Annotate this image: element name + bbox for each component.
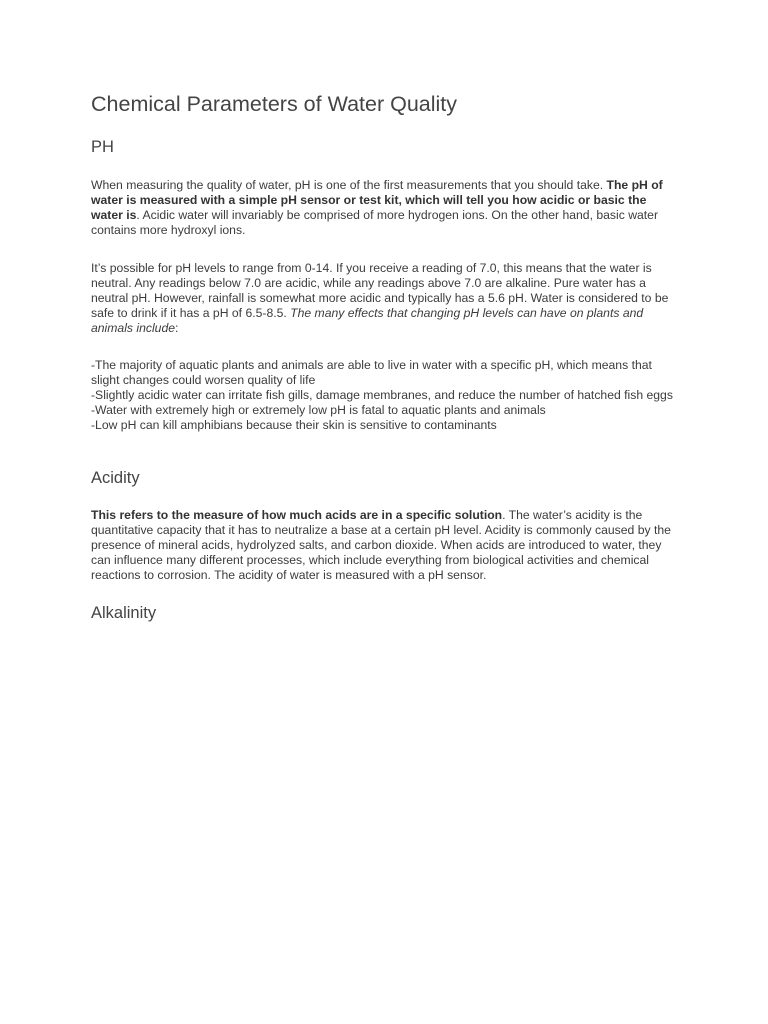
section-heading-ph: PH xyxy=(91,138,114,156)
ph-intro-text-b: . Acidic water will invariably be comprised of more hydrogen ions. On the other hand, basic water contains more hydroxyl ions. xyxy=(91,208,659,237)
acidity-text: . The water’s acidity is the quantitative capacity that it has to neutralize a base at a certain pH level. Acidity is commonly caused by the presence of mineral acids, hydrolyzed salts, and carbon dioxide. When acids are introduced to water, they can influence many different processes, which include everything from biological activities and chemical reactions to corrosion. The acidity of water is measured with a pH sensor. xyxy=(91,508,671,582)
ph-range-paragraph xyxy=(91,261,681,336)
list-item: -Slightly acidic water can irritate fish gills, damage membranes, and reduce the number of hatched fish eggs xyxy=(91,388,673,402)
section-heading-acidity: Acidity xyxy=(91,469,140,487)
list-item: -Water with extremely high or extremely low pH is fatal to aquatic plants and animals xyxy=(91,403,546,417)
list-item: -Low pH can kill amphibians because their skin is sensitive to contaminants xyxy=(91,418,497,432)
ph-intro-text-a: When measuring the quality of water, pH is one of the first measurements that you should take. xyxy=(91,178,607,192)
ph-intro-bold: The pH of water is measured with a simple pH sensor or test kit, which will tell you how acidic or basic the water is xyxy=(91,178,663,222)
section-heading-alkalinity: Alkalinity xyxy=(91,604,157,622)
acidity-paragraph xyxy=(91,508,681,583)
list-item: -The majority of aquatic plants and animals are able to live in water with a specific pH, which means that slight changes could worsen quality of life xyxy=(91,358,652,387)
ph-effects-list xyxy=(91,358,681,433)
ph-intro-paragraph xyxy=(91,178,681,238)
ph-range-colon: : xyxy=(175,321,179,335)
ph-range-text: It’s possible for pH levels to range from 0-14. If you receive a reading of 7.0, this means that the water is neutral. Any readings below 7.0 are acidic, while any readings above 7.0 are alkaline. Pure water has a neutral pH. However, rainfall is somewhat more acidic and typically has a 5.6 pH. Water is considered to be safe to drink if it has a pH of 6.5-8.5. xyxy=(91,261,669,320)
acidity-bold: This refers to the measure of how much acids are in a specific solution xyxy=(91,508,503,522)
ph-range-italic: The many effects that changing pH levels can have on plants and animals include xyxy=(91,306,644,335)
page-title: Chemical Parameters of Water Quality xyxy=(91,92,458,116)
